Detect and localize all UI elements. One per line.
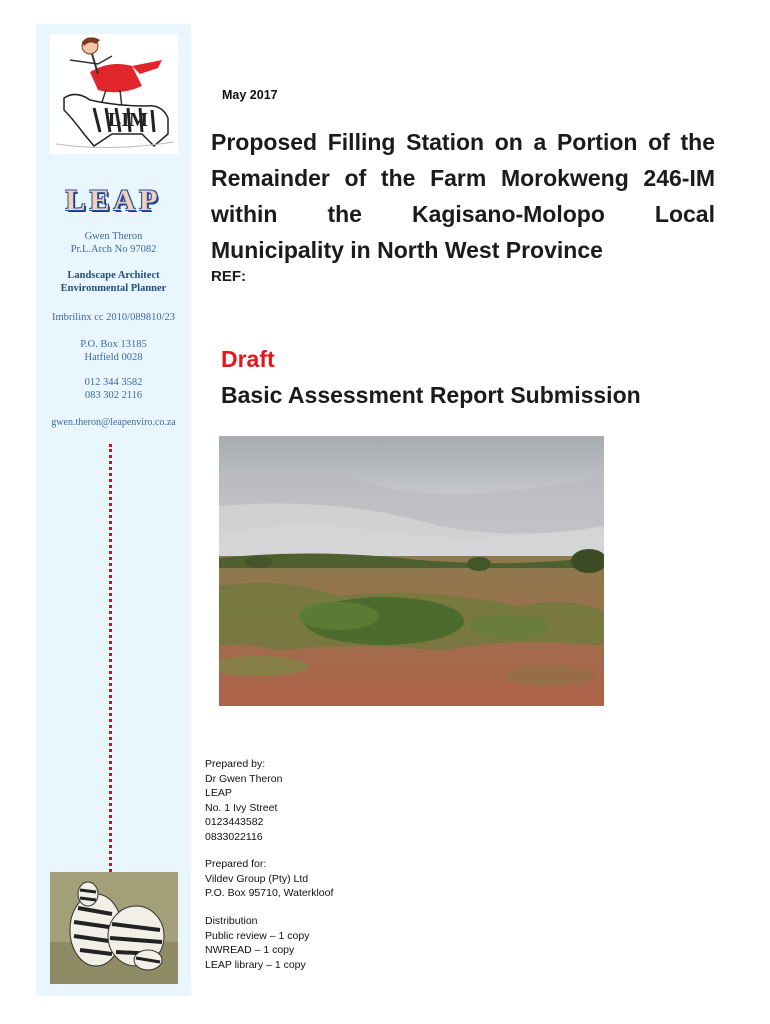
distribution-block (205, 914, 309, 972)
report-title: Proposed Filling Station on a Portion of the Remainder of the Farm Morokweng 246-IM within the Kagisano-Molopo Local Municipality in North West Province (211, 129, 715, 263)
company-registration: Imbrilinx cc 2010/089810/23 (51, 312, 176, 323)
distribution-item: NWREAD – 1 copy (205, 944, 295, 956)
zebra-sculpture-photo (50, 872, 178, 984)
distribution-item: LEAP library – 1 copy (205, 958, 306, 971)
preparer-street: No. 1 Ivy Street (205, 801, 278, 814)
phone-2: 083 302 2116 (84, 390, 143, 401)
po-box: P.O. Box 13185 (80, 339, 147, 350)
report-subtitle: Basic Assessment Report Submission (221, 382, 641, 408)
sidebar (36, 24, 191, 996)
client-name: Vildev Group (Pty) Ltd (205, 872, 309, 885)
preparer-name: Dr Gwen Theron (205, 772, 283, 785)
preparer-org: LEAP (205, 787, 232, 799)
site-landscape-photo (219, 436, 604, 706)
prepared-by-label: Prepared by: (205, 758, 266, 770)
leap-logo-illustration (50, 34, 178, 154)
client-address: P.O. Box 95710, Waterkloof (205, 887, 334, 899)
dotted-divider (109, 444, 112, 884)
svg-text:LIM: LIM (108, 109, 148, 131)
preparer-phone-2: 0833022116 (205, 830, 263, 843)
prepared-for-block (205, 857, 333, 901)
preparer-phone-1: 0123443582 (205, 816, 264, 828)
reference-label: REF: (211, 268, 246, 285)
phone-1: 012 344 3582 (84, 377, 143, 388)
prepared-for-label: Prepared for: (205, 858, 267, 870)
prepared-by-block (205, 757, 282, 844)
role-environmental-planner: Environmental Planner (60, 283, 167, 294)
email-link[interactable]: gwen.theron@leapenviro.co.za (51, 417, 176, 428)
contact-name: Gwen Theron (84, 231, 143, 242)
draft-label: Draft (221, 346, 275, 372)
distribution-label: Distribution (205, 915, 258, 927)
report-date: May 2017 (222, 88, 278, 102)
city: Hatfield 0028 (84, 352, 143, 363)
role-landscape-architect: Landscape Architect (67, 270, 160, 281)
distribution-item: Public review – 1 copy (205, 929, 310, 942)
registration-number: Pr.L.Arch No 97082 (70, 244, 157, 255)
leap-brand-title: LEAP (65, 184, 162, 217)
